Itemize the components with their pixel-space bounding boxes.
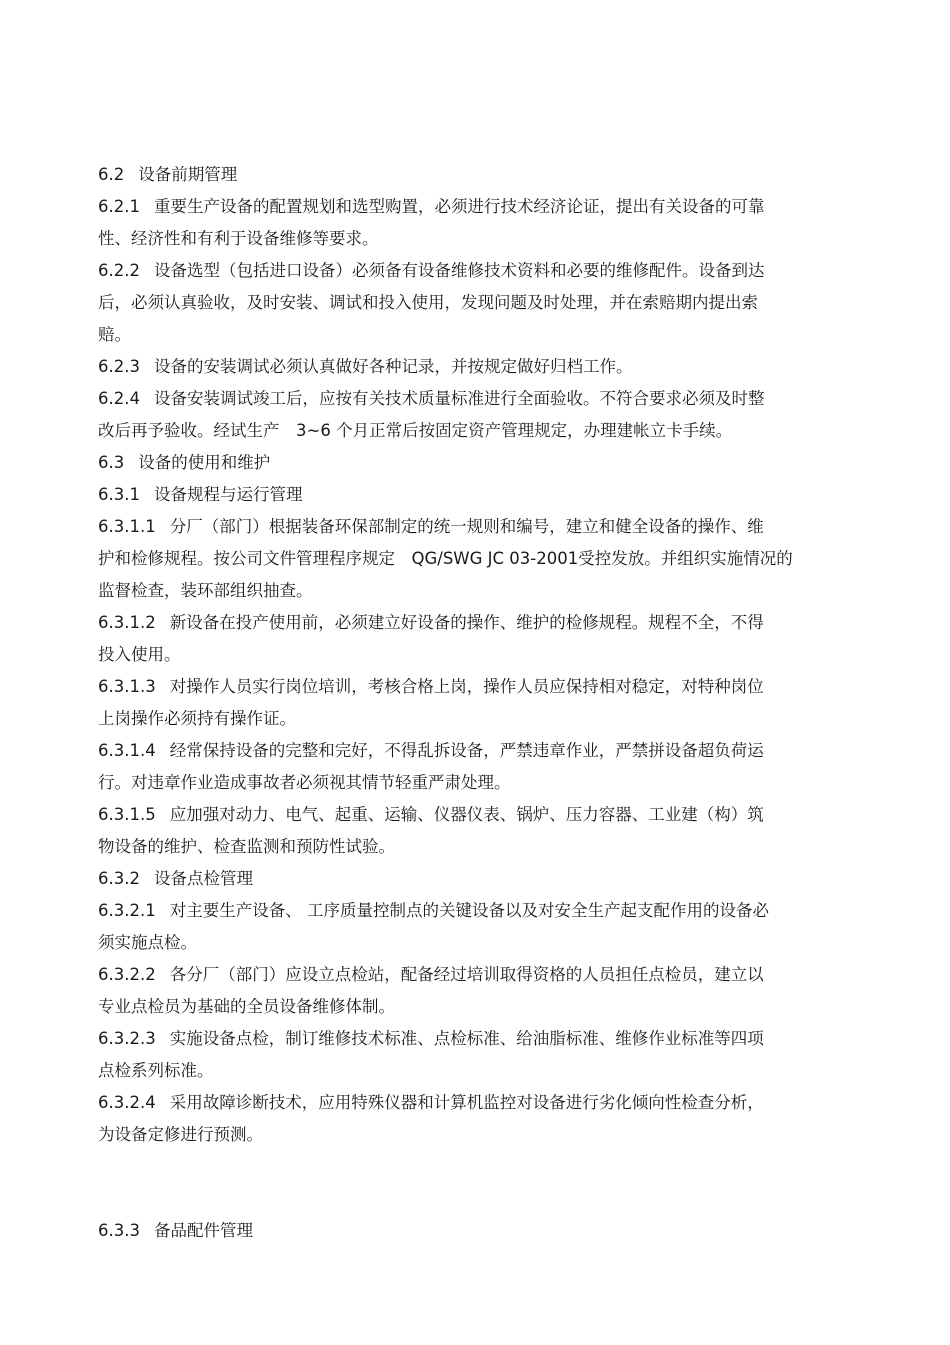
clause-line: 6.3.1.5 应加强对动力、电气、起重、运输、仪器仪表、锅炉、压力容器、工业建（构）筑 (98, 805, 764, 824)
clause-line: 6.3.2.4 采用故障诊断技术，应用特殊仪器和计算机监控对设备进行劣化倾向性检查分析， (98, 1093, 764, 1112)
subsection-heading: 6.3.3 备品配件管理 (98, 1221, 253, 1240)
clause-continuation: 为设备定修进行预测。 (98, 1125, 263, 1144)
clause-continuation: 监督检查，装环部组织抽查。 (98, 581, 313, 600)
clause-line: 6.3.2.2 各分厂（部门）应设立点检站，配备经过培训取得资格的人员担任点检员，建立以 (98, 965, 764, 984)
clause-continuation: 行。对违章作业造成事故者必须视其情节轻重严肃处理。 (98, 773, 511, 792)
clause-line: 6.2.3 设备的安装调试必须认真做好各种记录，并按规定做好归档工作。 (98, 357, 633, 376)
clause-line: 6.2.2 设备选型（包括进口设备）必须备有设备维修技术资料和必要的维修配件。设备到达 (98, 261, 765, 280)
clause-line: 6.3.1.1 分厂（部门）根据装备环保部制定的统一规则和编号，建立和健全设备的操作、维 (98, 517, 764, 536)
clause-line: 6.3.1.2 新设备在投产使用前，必须建立好设备的操作、维护的检修规程。规程不全，不得 (98, 613, 764, 632)
clause-continuation: 后，必须认真验收，及时安装、调试和投入使用，发现问题及时处理，并在索赔期内提出索 (98, 293, 758, 312)
clause-continuation: 改后再予验收。经试生产 3~6 个月正常后按固定资产管理规定，办理建帐立卡手续。 (98, 421, 733, 440)
clause-continuation: 上岗操作必须持有操作证。 (98, 709, 296, 728)
clause-line: 6.3.2.1 对主要生产设备、 工序质量控制点的关键设备以及对安全生产起支配作用的设备必 (98, 901, 769, 920)
clause-continuation: 物设备的维护、检查监测和预防性试验。 (98, 837, 395, 856)
section-heading: 6.3 设备的使用和维护 (98, 453, 271, 472)
section-heading: 6.2 设备前期管理 (98, 165, 238, 184)
subsection-heading: 6.3.1 设备规程与运行管理 (98, 485, 303, 504)
subsection-heading: 6.3.2 设备点检管理 (98, 869, 253, 888)
clause-continuation: 专业点检员为基础的全员设备维修体制。 (98, 997, 395, 1016)
clause-continuation: 赔。 (98, 325, 131, 344)
clause-continuation: 投入使用。 (98, 645, 181, 664)
clause-continuation: 性、经济性和有利于设备维修等要求。 (98, 229, 379, 248)
clause-continuation: 护和检修规程。按公司文件管理程序规定 QG/SWG JC 03-2001受控发放。并组织实施情况的 (98, 549, 793, 568)
clause-line: 6.2.4 设备安装调试竣工后，应按有关技术质量标准进行全面验收。不符合要求必须及时整 (98, 389, 765, 408)
clause-line: 6.2.1 重要生产设备的配置规划和选型购置，必须进行技术经济论证，提出有关设备的可靠 (98, 197, 765, 216)
clause-continuation: 点检系列标准。 (98, 1061, 214, 1080)
clause-continuation: 须实施点检。 (98, 933, 197, 952)
clause-line: 6.3.2.3 实施设备点检，制订维修技术标准、点检标准、给油脂标准、维修作业标准等四项 (98, 1029, 764, 1048)
clause-line: 6.3.1.3 对操作人员实行岗位培训，考核合格上岗，操作人员应保持相对稳定，对特种岗位 (98, 677, 764, 696)
clause-line: 6.3.1.4 经常保持设备的完整和完好，不得乱拆设备，严禁违章作业，严禁拼设备超负荷运 (98, 741, 764, 760)
